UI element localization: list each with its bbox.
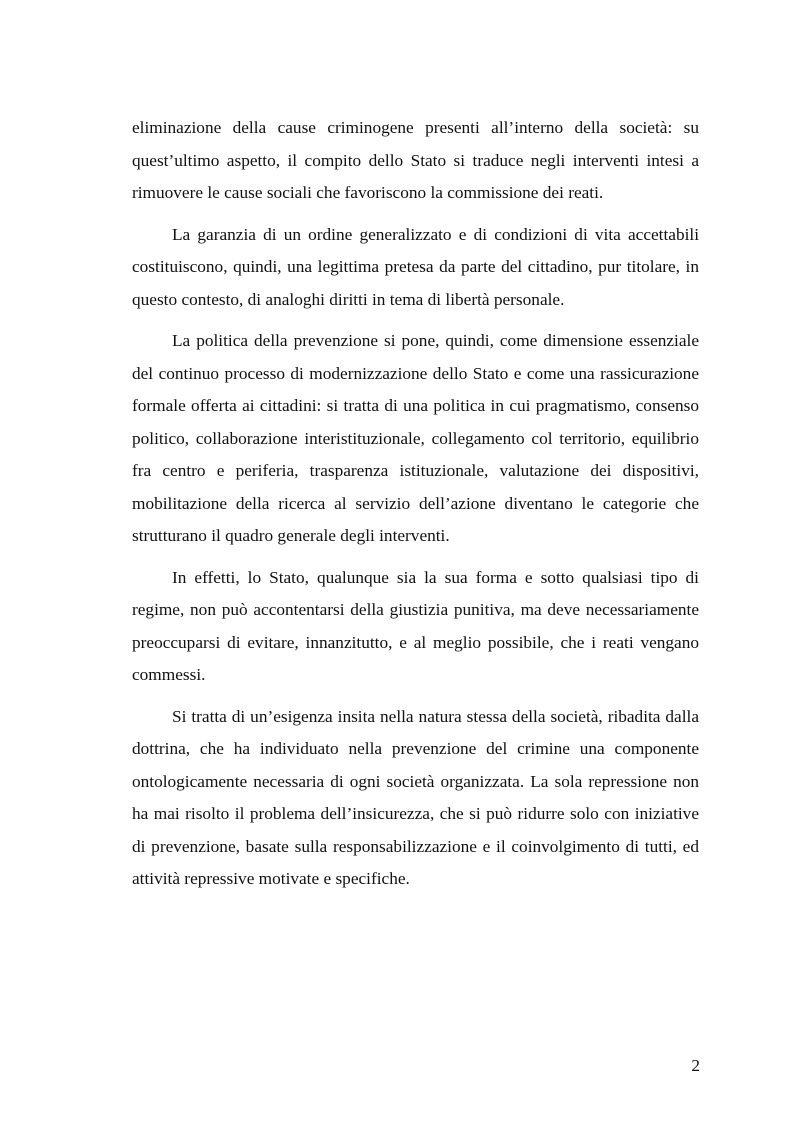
body-text <box>132 112 699 905</box>
paragraph-esigenza: Si tratta di un’esigenza insita nella natura stessa della società, ribadita dalla dottrina, che ha individuato nella prevenzione del crimine una componente ontologicamente necessaria di ogni società organizzata. La sola repressione non ha mai risolto il problema dell’insicurezza, che si può ridurre solo con iniziative di prevenzione, basate sulla responsabilizzazione e il coinvolgimento di tutti, ed attività repressive motivate e specifiche. <box>132 706 699 888</box>
paragraph-continuation: eliminazione della cause criminogene presenti all’interno della società: su quest’ultimo aspetto, il compito dello Stato si traduce negli interventi intesi a rimuovere le cause sociali che favoriscono la commissione dei reati. <box>132 118 699 202</box>
paragraph-politica: La politica della prevenzione si pone, quindi, come dimensione essenziale del continuo processo di modernizzazione dello Stato e come una rassicurazione formale offerta ai cittadini: si tratta di una politica in cui pragmatismo, consenso politico, collaborazione interistituzionale, collegamento col territorio, equilibrio fra centro e periferia, trasparenza istituzionale, valutazione dei dispositivi, mobilitazione della ricerca al servizio dell’azione diventano le categorie che strutturano il quadro generale degli interventi. <box>132 331 699 545</box>
paragraph-garanzia: La garanzia di un ordine generalizzato e di condizioni di vita accettabili costituiscono, quindi, una legittima pretesa da parte del cittadino, pur titolare, in questo contesto, di analoghi diritti in tema di libertà personale. <box>132 224 699 309</box>
paragraph-effetti: In effetti, lo Stato, qualunque sia la sua forma e sotto qualsiasi tipo di regime, non può accontentarsi della giustizia punitiva, ma deve necessariamente preoccuparsi di evitare, innanzitutto, e al meglio possibile, che i reati vengano commessi. <box>132 567 699 684</box>
page-number: 2 <box>691 1056 700 1075</box>
